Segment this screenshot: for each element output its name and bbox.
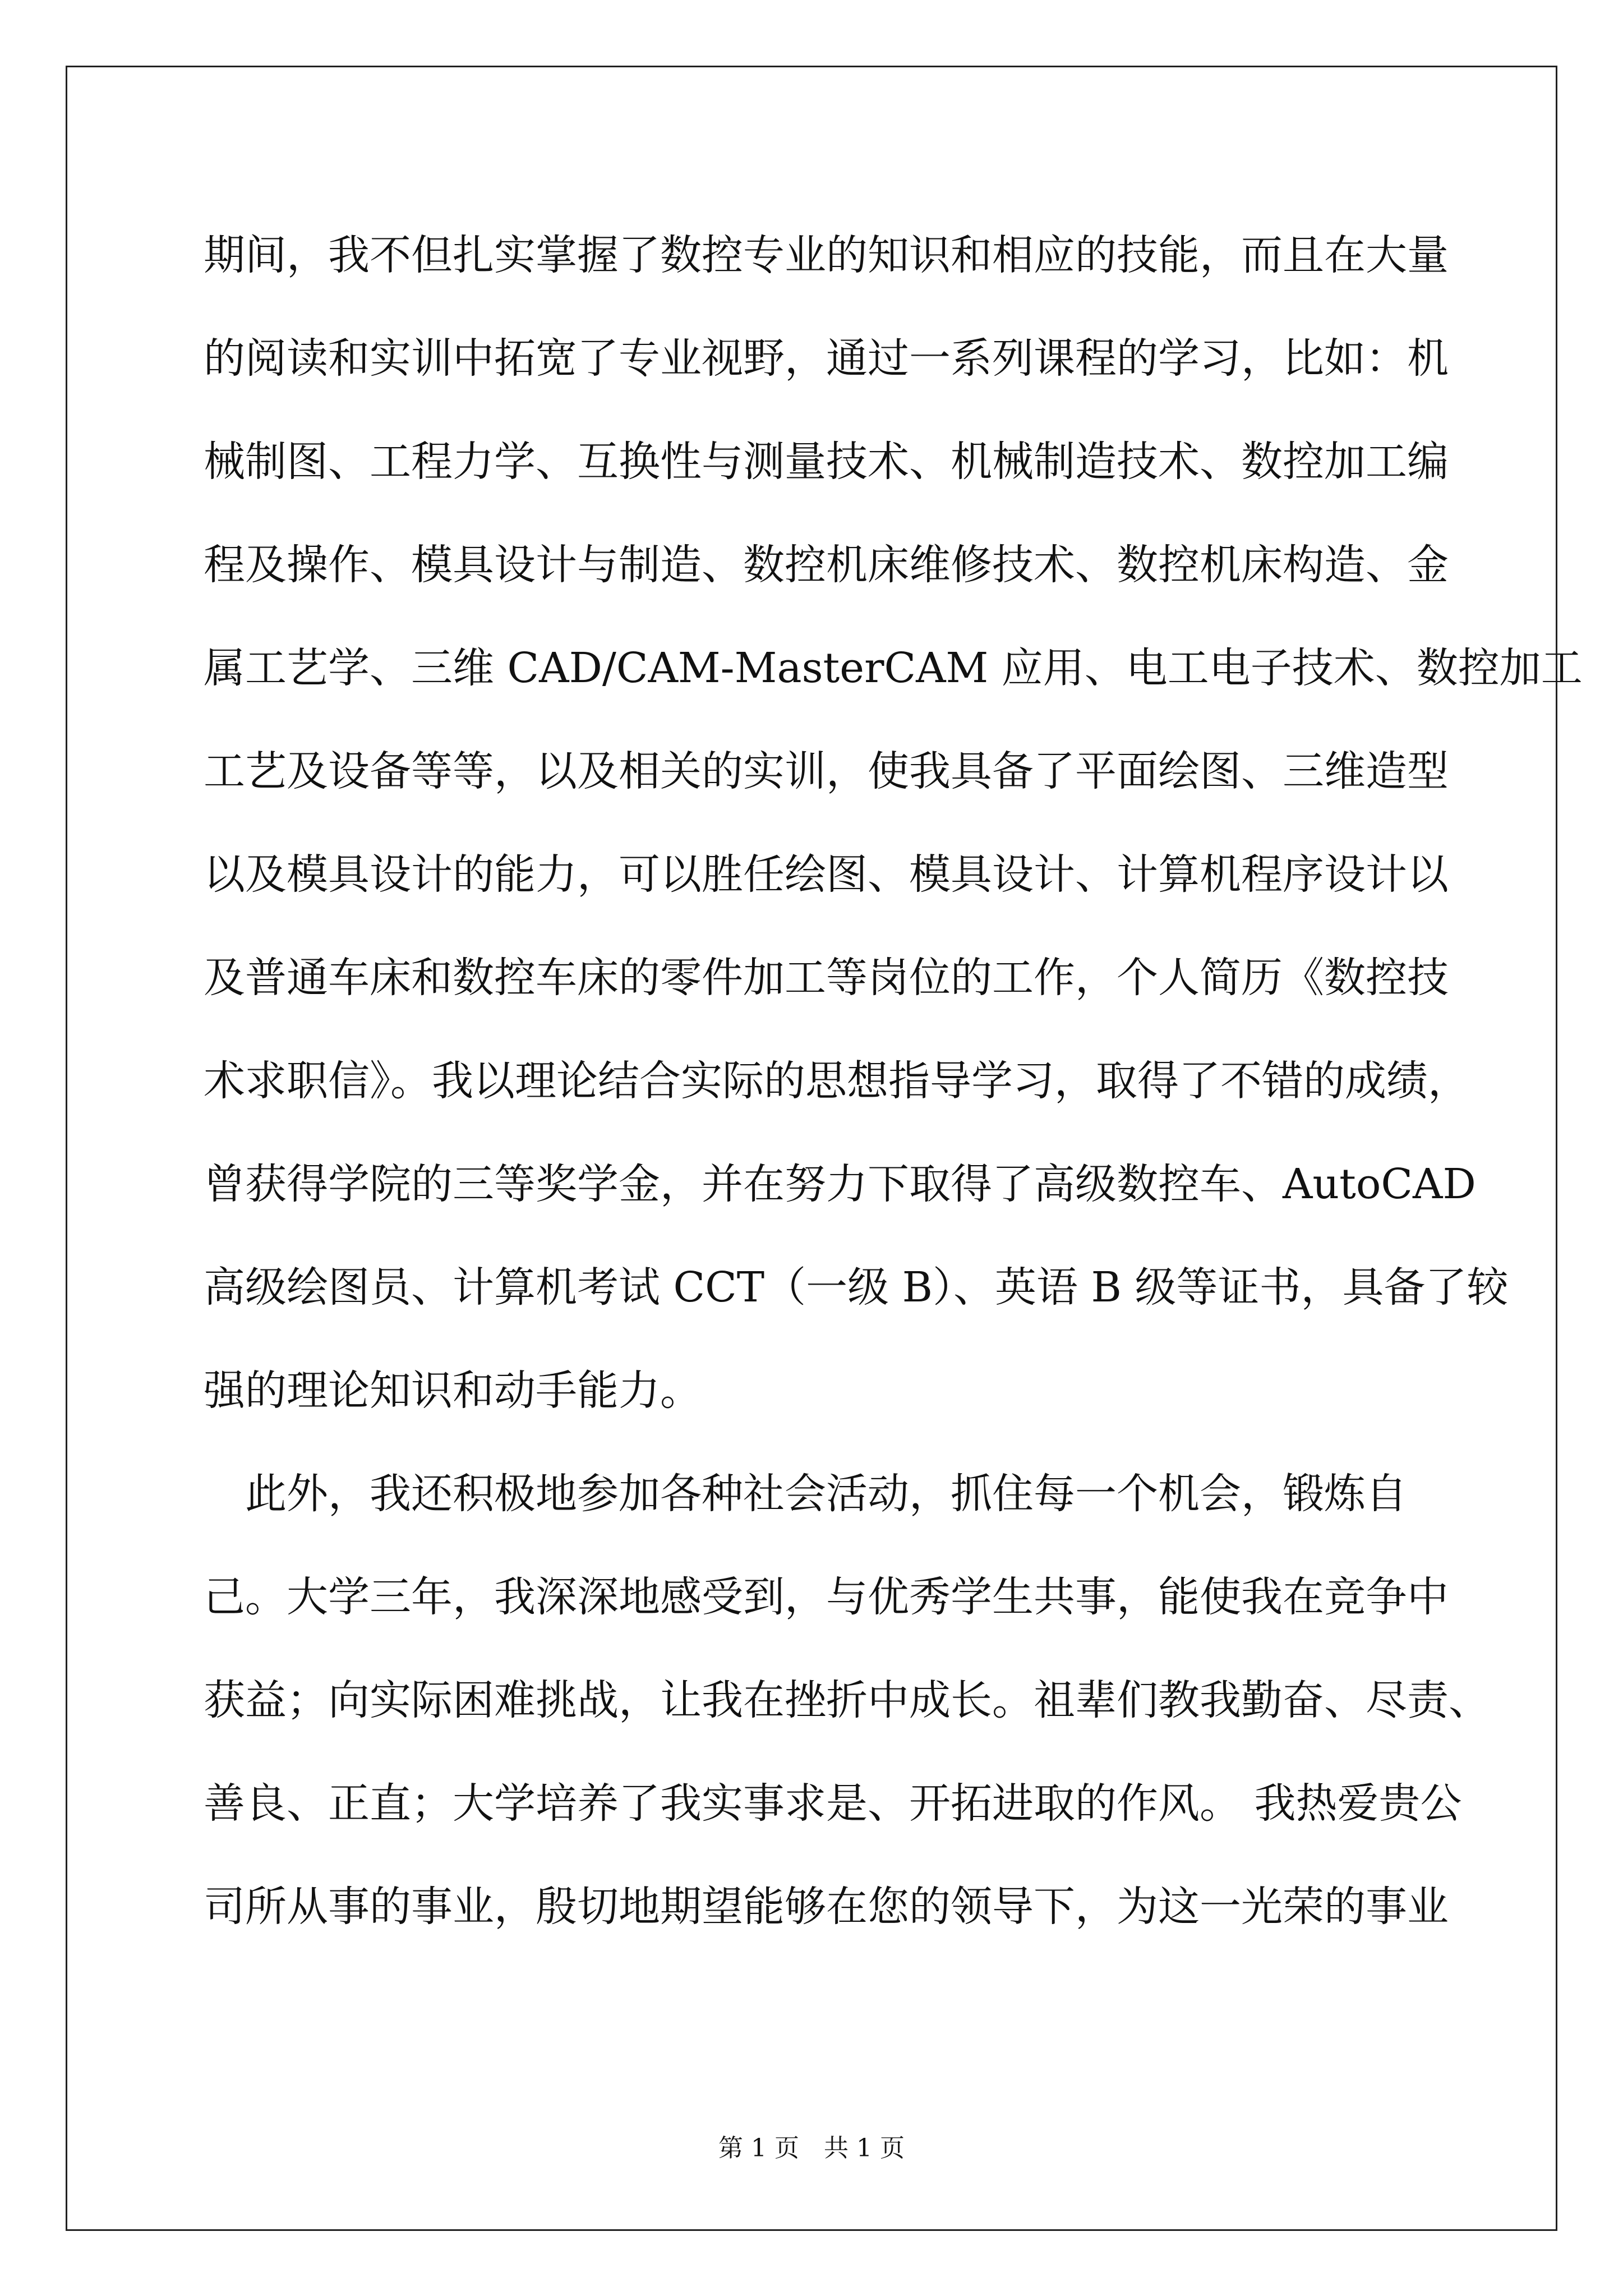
text-line: 术求职信》。我以理论结合实际的思想指导学习，取得了不错的成绩， bbox=[204, 1057, 1469, 1105]
text-line: 获益；向实际困难挑战，让我在挫折中成长。祖辈们教我勤奋、尽责、 bbox=[204, 1676, 1490, 1724]
text-line: 期间，我不但扎实掌握了数控专业的知识和相应的技能，而且在大量 bbox=[204, 231, 1449, 279]
text-line: 强的理论知识和动手能力。 bbox=[204, 1366, 702, 1415]
text-line: 善良、正直；大学培养了我实事求是、开拓进取的作风。 我热爱贵公 bbox=[204, 1779, 1462, 1828]
text-line: 的阅读和实训中拓宽了专业视野，通过一系列课程的学习，比如：机 bbox=[204, 334, 1449, 383]
text-line: 己。大学三年，我深深地感受到，与优秀学生共事，能使我在竞争中 bbox=[204, 1573, 1449, 1621]
text-line: 以及模具设计的能力，可以胜任绘图、模具设计、计算机程序设计以 bbox=[204, 850, 1449, 899]
text-line: 械制图、工程力学、互换性与测量技术、机械制造技术、数控加工编 bbox=[204, 438, 1449, 486]
text-line: 曾获得学院的三等奖学金，并在努力下取得了高级数控车、AutoCAD bbox=[204, 1160, 1476, 1208]
text-line: 程及操作、模具设计与制造、数控机床维修技术、数控机床构造、金 bbox=[204, 541, 1449, 589]
page-footer: 第 1 页 共 1 页 bbox=[718, 2134, 905, 2162]
text-line: 工艺及设备等等，以及相关的实训，使我具备了平面绘图、三维造型 bbox=[204, 747, 1449, 795]
text-line: 此外，我还积极地参加各种社会活动，抓住每一个机会，锻炼自 bbox=[204, 1470, 1407, 1518]
text-line: 属工艺学、三维 CAD/CAM-MasterCAM 应用、电工电子技术、数控加工 bbox=[204, 644, 1583, 692]
text-line: 及普通车床和数控车床的零件加工等岗位的工作，个人简历《数控技 bbox=[204, 954, 1449, 1002]
text-line: 司所从事的事业，殷切地期望能够在您的领导下，为这一光荣的事业 bbox=[204, 1883, 1449, 1931]
text-line: 高级绘图员、计算机考试 CCT（一级 B）、英语 B 级等证书，具备了较 bbox=[204, 1263, 1509, 1312]
